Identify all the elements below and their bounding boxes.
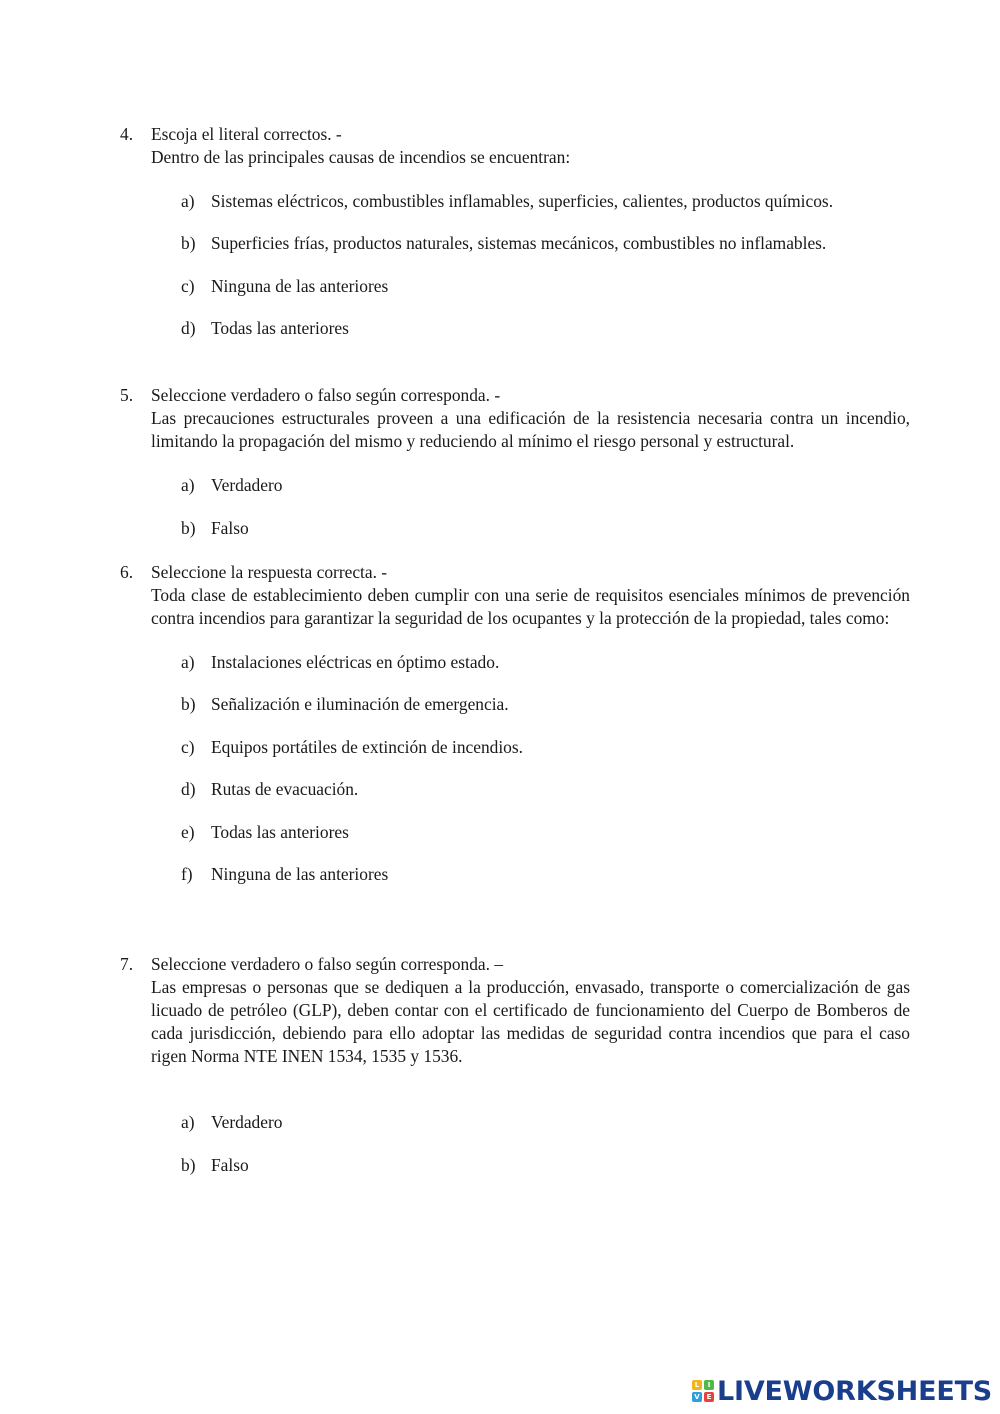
option-letter: a) xyxy=(181,652,195,672)
option-text: Equipos portátiles de extinción de incendios. xyxy=(211,737,523,757)
option-letter: e) xyxy=(181,822,195,842)
option-a[interactable] xyxy=(181,190,833,213)
option-d[interactable] xyxy=(181,317,349,340)
question-4 xyxy=(120,123,910,338)
option-text: Sistemas eléctricos, combustibles inflamables, superficies, calientes, productos químicos. xyxy=(211,191,834,211)
question-header xyxy=(120,123,910,146)
question-statement: Las empresas o personas que se dediquen a la producción, envasado, transporte o comercialización de gas licuado de petróleo (GLP), deben contar con el certificado de funcionamiento del Cuerpo de Bomberos de cada jurisdicción, debiendo para ello adoptar las medidas de seguridad contra incendios que para el caso rigen Norma NTE INEN 1534, 1535 y 1536. xyxy=(151,977,910,1066)
question-title: Seleccione la respuesta correcta. - xyxy=(151,562,388,582)
option-letter: b) xyxy=(181,694,196,714)
option-letter: a) xyxy=(181,191,195,211)
question-number: 4. xyxy=(120,124,134,144)
option-e[interactable] xyxy=(181,821,349,844)
question-7 xyxy=(120,953,910,1175)
logo-mark-tile: I xyxy=(704,1380,714,1390)
option-text: Verdadero xyxy=(211,475,283,495)
question-5 xyxy=(120,384,910,538)
question-number: 6. xyxy=(120,562,134,582)
option-b[interactable] xyxy=(181,517,249,540)
logo-mark-icon xyxy=(692,1380,714,1402)
option-letter: f) xyxy=(181,864,193,884)
option-letter: c) xyxy=(181,276,195,296)
question-header xyxy=(120,384,910,407)
option-c[interactable] xyxy=(181,275,388,298)
option-letter: a) xyxy=(181,475,195,495)
option-text: Superficies frías, productos naturales, sistemas mecánicos, combustibles no inflamables. xyxy=(211,233,827,253)
question-header xyxy=(120,953,910,976)
question-header xyxy=(120,561,910,584)
option-letter: d) xyxy=(181,318,196,338)
option-text: Todas las anteriores xyxy=(211,318,349,338)
question-statement: Las precauciones estructurales proveen a una edificación de la resistencia necesaria contra un incendio, limitando la propagación del mismo y reduciendo al mínimo el riesgo personal y estructural. xyxy=(151,408,910,451)
option-a[interactable] xyxy=(181,1111,282,1134)
question-title: Escoja el literal correctos. - xyxy=(151,124,342,144)
option-text: Ninguna de las anteriores xyxy=(211,864,389,884)
option-text: Rutas de evacuación. xyxy=(211,779,359,799)
option-c[interactable] xyxy=(181,736,523,759)
option-b[interactable] xyxy=(181,232,826,255)
option-b[interactable] xyxy=(181,1154,249,1177)
liveworksheets-logo[interactable] xyxy=(692,1376,992,1406)
question-number: 5. xyxy=(120,385,134,405)
option-f[interactable] xyxy=(181,863,388,886)
option-text: Ninguna de las anteriores xyxy=(211,276,389,296)
question-statement: Dentro de las principales causas de incendios se encuentran: xyxy=(151,147,571,167)
option-letter: d) xyxy=(181,779,196,799)
option-letter: c) xyxy=(181,737,195,757)
logo-mark-tile: E xyxy=(704,1392,714,1402)
option-d[interactable] xyxy=(181,778,358,801)
question-title: Seleccione verdadero o falso según corresponda. – xyxy=(151,954,504,974)
option-text: Señalización e iluminación de emergencia. xyxy=(211,694,509,714)
question-title: Seleccione verdadero o falso según corresponda. - xyxy=(151,385,501,405)
logo-text: LIVEWORKSHEETS xyxy=(717,1375,993,1407)
option-text: Todas las anteriores xyxy=(211,822,349,842)
option-text: Falso xyxy=(211,518,249,538)
option-letter: a) xyxy=(181,1112,195,1132)
logo-mark-tile: L xyxy=(692,1380,702,1390)
logo-mark-tile: V xyxy=(692,1392,702,1402)
option-text: Verdadero xyxy=(211,1112,283,1132)
option-text: Falso xyxy=(211,1155,249,1175)
question-6 xyxy=(120,561,910,884)
question-number: 7. xyxy=(120,954,134,974)
option-letter: b) xyxy=(181,233,196,253)
question-statement: Toda clase de establecimiento deben cumplir con una serie de requisitos esenciales mínimos de prevención contra incendios para garantizar la seguridad de los ocupantes y la protección de la propiedad, tales como: xyxy=(151,585,910,628)
option-b[interactable] xyxy=(181,693,509,716)
option-letter: b) xyxy=(181,518,196,538)
option-a[interactable] xyxy=(181,651,499,674)
option-text: Instalaciones eléctricas en óptimo estado. xyxy=(211,652,500,672)
option-letter: b) xyxy=(181,1155,196,1175)
option-a[interactable] xyxy=(181,474,282,497)
